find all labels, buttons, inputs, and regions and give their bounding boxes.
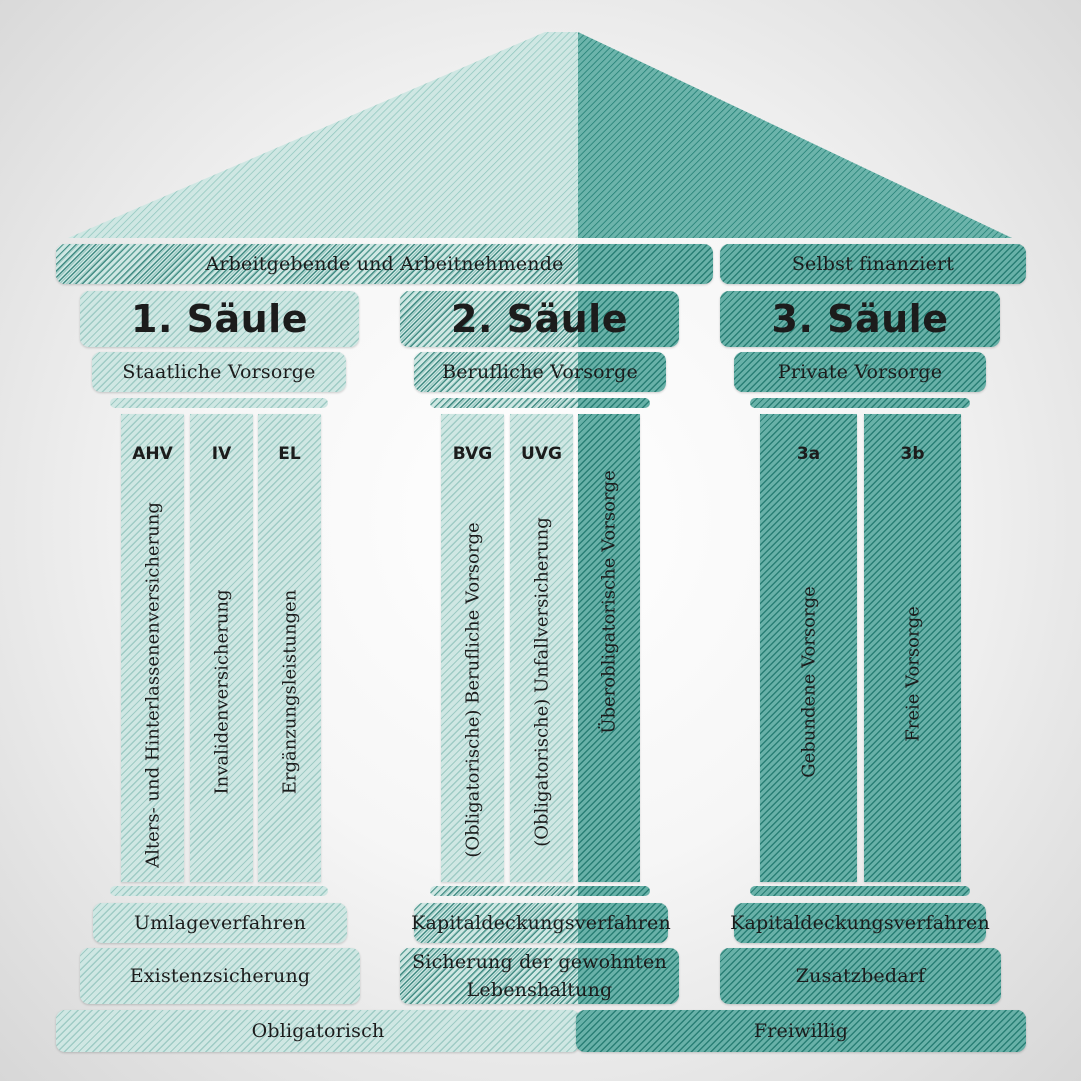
pillar-3-capital (750, 398, 970, 408)
band-voluntary (576, 1010, 1026, 1052)
column-bvg (441, 414, 504, 882)
pillar-2-goal (400, 948, 679, 1004)
column-uvg-text: (Obligatorische) Unfallversicherung (531, 517, 552, 847)
column-3b (864, 414, 961, 882)
pillar-1-method-label: Umlageverfahren (133, 912, 307, 934)
band-employer-employee-label: Arbeitgebende und Arbeitnehmende (205, 253, 564, 275)
roof-right (578, 32, 1012, 238)
pillar-3-title: 3. Säule (771, 297, 949, 341)
pillar-1-subtitle-label: Staatliche Vorsorge (122, 361, 316, 383)
pillar-3-method-label: Kapitaldeckungsverfahren (730, 912, 990, 934)
pillar-1-method (93, 903, 347, 943)
pillar-3-subtitle (734, 352, 986, 392)
column-iv (190, 414, 253, 882)
column-3b-text: Freie Vorsorge (902, 606, 923, 742)
pillar-1-title: 1. Säule (131, 297, 308, 341)
column-el-text: Ergänzungsleistungen (279, 589, 300, 795)
pillar-2-title: 2. Säule (451, 297, 628, 341)
column-el-abbr: EL (278, 444, 301, 464)
column-3a-text: Gebundene Vorsorge (798, 586, 819, 778)
roof-left (68, 32, 578, 238)
column-3a (760, 414, 857, 882)
band-self-financed-label: Selbst finanziert (791, 253, 955, 275)
column-ahv-abbr: AHV (132, 444, 173, 464)
pillar-1-header (80, 291, 359, 347)
pillar-1-subtitle (92, 352, 346, 392)
pillar-2-subtitle-label: Berufliche Vorsorge (442, 361, 638, 383)
pillar-2-subtitle (414, 352, 666, 392)
column-ueberobligatorisch (578, 414, 640, 882)
column-uvg-abbr: UVG (521, 444, 562, 464)
column-iv-abbr: IV (211, 444, 232, 464)
pillar-2-goal-line2: Lebenshaltung (466, 979, 613, 1001)
pillar-3-base-slab (750, 886, 970, 896)
pillar-2-base-slab (430, 886, 650, 896)
column-ahv-text: Alters- und Hinterlassenenversicherung (142, 502, 163, 868)
band-voluntary-label: Freiwillig (753, 1020, 849, 1042)
column-iv-text: Invalidenversicherung (211, 589, 232, 795)
pillar-3-goal-label: Zusatzbedarf (795, 965, 926, 987)
column-uvg (510, 414, 573, 882)
band-self-financed (720, 244, 1026, 284)
pillar-2-method-label: Kapitaldeckungsverfahren (411, 912, 671, 934)
column-ahv (121, 414, 184, 882)
column-3a-abbr: 3a (796, 444, 821, 464)
pillar-2-goal-line1: Sicherung der gewohnten (412, 951, 667, 973)
pillar-1-goal-label: Existenzsicherung (129, 965, 311, 987)
pillar-1-base-slab (110, 886, 328, 896)
pillar-2-method (411, 903, 671, 943)
pillar-1-capital (110, 398, 328, 408)
column-el (258, 414, 321, 882)
pillar-3-method (730, 903, 990, 943)
column-3b-abbr: 3b (900, 444, 925, 464)
band-mandatory-label: Obligatorisch (251, 1020, 385, 1042)
column-bvg-abbr: BVG (452, 444, 493, 464)
pillar-3-goal (720, 948, 1001, 1004)
band-employer-employee (56, 244, 713, 284)
band-mandatory (56, 1010, 580, 1052)
pillar-3-subtitle-label: Private Vorsorge (777, 361, 943, 383)
pillar-2-header (400, 291, 679, 347)
column-bvg-text: (Obligatorische) Berufliche Vorsorge (462, 522, 483, 858)
pillar-3-header (720, 291, 1000, 347)
column-ueberobligatorisch-text: Überobligatorische Vorsorge (598, 470, 620, 734)
pillar-1-goal (80, 948, 360, 1004)
pillar-2-capital (430, 398, 650, 408)
